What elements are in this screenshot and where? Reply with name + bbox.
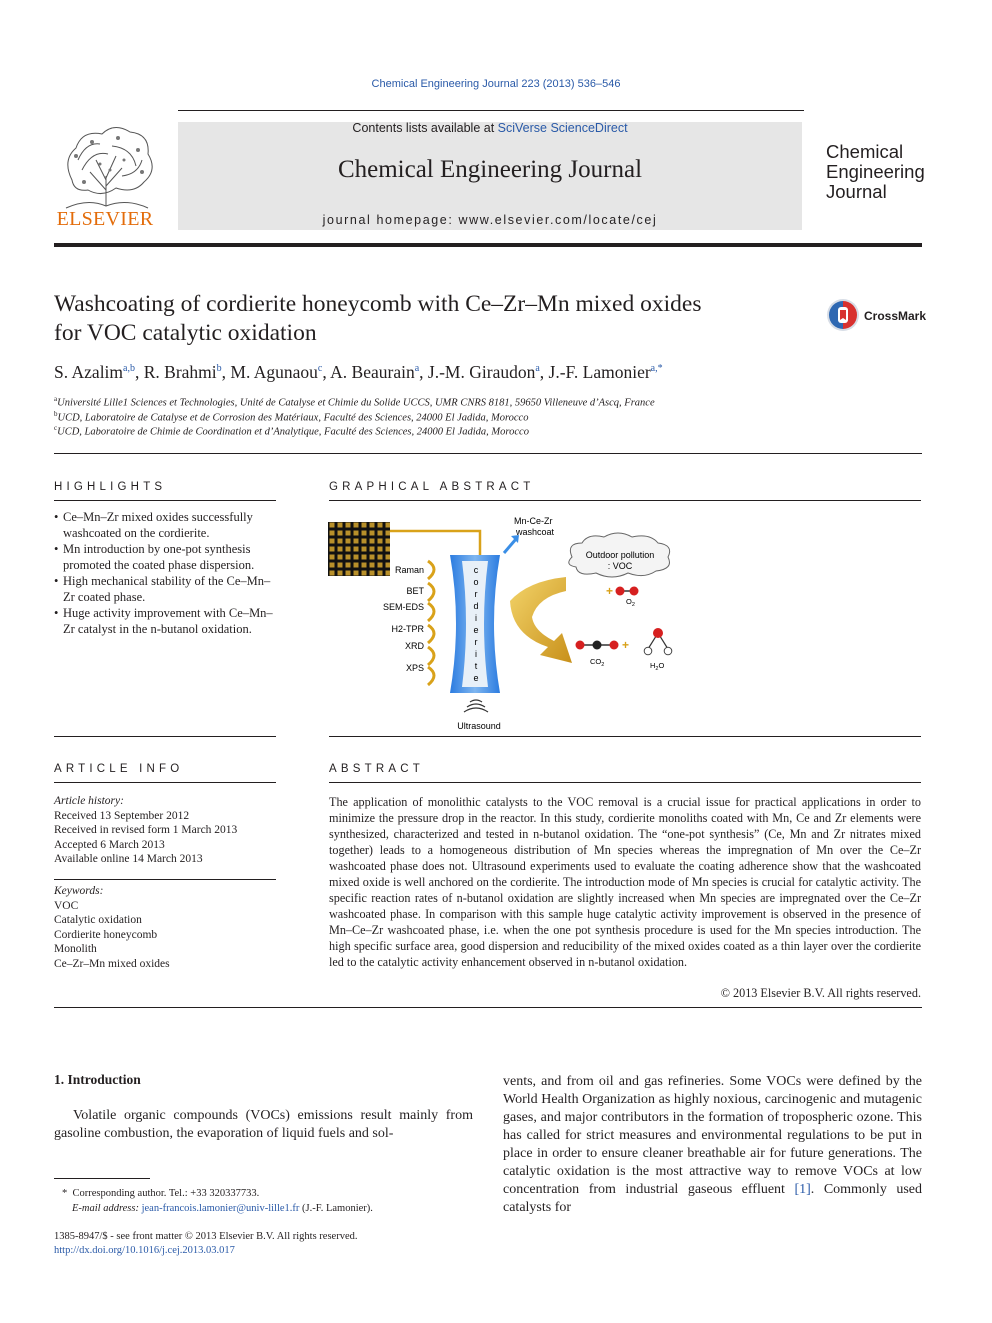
graphical-abstract-rule bbox=[329, 500, 921, 501]
ultrasound-icon bbox=[464, 700, 488, 712]
oxygen-atom-icon bbox=[576, 641, 585, 650]
keyword-item: Cordierite honeycomb bbox=[54, 928, 158, 941]
svg-text:e: e bbox=[473, 673, 479, 683]
contents-availability: Contents lists available at SciVerse ScienceDirect bbox=[352, 121, 628, 135]
o2-label: $O_2$ bbox=[626, 597, 635, 608]
keyword-item: VOC bbox=[54, 899, 79, 912]
journal-homepage: journal homepage: www.elsevier.com/locate/cej bbox=[322, 213, 658, 227]
affiliation-c: $^c$UCD, Laboratoire de Chimie de Coordination et d’Analytique, Faculté des Sciences, 24000 El Jadida, Morocco bbox=[54, 424, 529, 438]
introduction-column-1: Volatile organic compounds (VOCs) emissions result mainly from gasoline combustion, the evaporation of liquid fuels and sol- bbox=[54, 1108, 473, 1141]
svg-text:c: c bbox=[473, 565, 479, 575]
crossmark-label[interactable]: CrossMark bbox=[864, 309, 927, 323]
ultrasound-label: Ultrasound bbox=[457, 721, 501, 731]
highlights-heading: HIGHLIGHTS bbox=[54, 481, 167, 493]
doi-link[interactable]: http://dx.doi.org/10.1016/j.cej.2013.03.017 bbox=[54, 1245, 235, 1256]
technique-label: XRD bbox=[404, 641, 424, 651]
author-name: A. Beaurain bbox=[330, 362, 415, 382]
author-affiliation-mark: c bbox=[317, 363, 323, 375]
keyword-item: Catalytic oxidation bbox=[54, 914, 142, 926]
author-name: M. Agunaou bbox=[230, 362, 318, 382]
washcoat-label: Mn-Ce-Zr bbox=[514, 516, 553, 526]
article-title: Washcoating of cordierite honeycomb with Ce–Zr–Mn mixed oxides for VOC catalytic oxidation bbox=[54, 291, 702, 346]
email-link[interactable]: jean-francois.lamonier@univ-lille1.fr bbox=[141, 1203, 300, 1214]
author-name: R. Brahmi bbox=[143, 362, 217, 382]
svg-text:i: i bbox=[475, 649, 477, 659]
author-separator: , bbox=[539, 362, 549, 382]
author-name: J.-M. Giraudon bbox=[427, 362, 536, 382]
oxygen-atom-icon bbox=[630, 587, 639, 596]
introduction-heading: 1. Introduction bbox=[54, 1072, 141, 1087]
author-affiliation-mark: a bbox=[535, 363, 540, 375]
highlight-item: • Ce–Mn–Zr mixed oxides successfully washcoated on the cordierite. bbox=[54, 509, 280, 541]
technique-label: Raman bbox=[394, 565, 424, 575]
honeycomb-monolith-icon bbox=[328, 522, 390, 576]
hydrogen-atom-icon bbox=[664, 647, 672, 655]
highlight-item: • Huge activity improvement with Ce–Mn–Zr catalyst in the n-butanol oxidation. bbox=[54, 605, 280, 637]
technique-label: BET bbox=[406, 586, 424, 596]
footnote-rule bbox=[54, 1178, 150, 1179]
highlight-item: • Mn introduction by one-pot synthesis promoted the coated phase dispersion. bbox=[54, 541, 280, 573]
svg-text:e: e bbox=[473, 625, 479, 635]
author-name: S. Azalim bbox=[54, 362, 124, 382]
svg-text:t: t bbox=[474, 661, 478, 671]
reaction-arrow-icon bbox=[510, 577, 572, 663]
author-affiliation-mark: b bbox=[216, 363, 222, 375]
journal-name: Chemical Engineering Journal bbox=[337, 156, 643, 183]
introduction-column-2: vents, and from oil and gas refineries. Some VOCs were defined by the World Health Organization as highly noxious, carcinogenic and mutagenic gases, and major contributors in the formation of tropospheric ozone. This has called for strict measures and environmental regulations to be put in place in order to ensure cleaner breathable air for future generations. The catalytic oxidation is the most attractive way to remove VOCs at low concentration from industrial gaseous effluent [1]. Commonly used catalysts for bbox=[503, 1074, 922, 1215]
author-name: J.-F. Lamonier bbox=[548, 362, 651, 382]
author-separator: , bbox=[221, 362, 231, 382]
h2o-label: $H_2O$ bbox=[650, 661, 665, 672]
oxygen-atom-icon bbox=[616, 587, 625, 596]
keywords-list: Keywords: VOC Catalytic oxidation Cordierite honeycomb Monolith Ce–Zr–Mn mixed oxides bbox=[54, 884, 280, 971]
plus-sign: + bbox=[606, 584, 614, 598]
washcoat-label: washcoat bbox=[516, 527, 555, 537]
author-affiliation-mark: a,* bbox=[650, 363, 663, 375]
section-rule bbox=[329, 736, 921, 737]
affiliation-b: $^b$UCD, Laboratoire de Catalyse et de Corrosion des Matériaux, Faculté des Sciences, 24000 El Jadida, Morocco bbox=[54, 410, 529, 424]
technique-label: H2-TPR bbox=[391, 624, 424, 634]
section-rule bbox=[54, 736, 276, 737]
highlights-list bbox=[54, 509, 280, 637]
affiliation-a: $^a$Université Lille1 Sciences et Technologies, Unité de Catalyse et Chimie du Solide UCCS, UMR CNRS 8181, 59650 Villeneuve d’Ascq, France bbox=[54, 395, 655, 409]
copyright-notice: © 2013 Elsevier B.V. All rights reserved. bbox=[720, 986, 921, 1000]
svg-text:i: i bbox=[475, 613, 477, 623]
section-divider bbox=[54, 453, 922, 454]
header-rule bbox=[178, 110, 804, 111]
article-info-heading: ARTICLE INFO bbox=[54, 763, 184, 775]
author-list bbox=[54, 362, 663, 383]
abstract-end-rule bbox=[54, 1007, 922, 1008]
carbon-atom-icon bbox=[593, 641, 602, 650]
svg-text:o: o bbox=[473, 577, 479, 587]
journal-logo: Chemical Engineering Journal bbox=[826, 141, 925, 202]
svg-text:r: r bbox=[474, 589, 478, 599]
pollution-label: : VOC bbox=[607, 561, 633, 571]
keyword-item: Ce–Zr–Mn mixed oxides bbox=[54, 957, 170, 970]
washcoat-connector bbox=[390, 531, 480, 557]
plus-sign: + bbox=[622, 638, 630, 652]
highlights-rule bbox=[54, 500, 276, 501]
article-history: Article history: Received 13 September 2012 Received in revised form 1 March 2013 Accepted 6 March 2013 Available online 14 March 2013 bbox=[54, 795, 238, 865]
hydrogen-atom-icon bbox=[644, 647, 652, 655]
pollution-label: Outdoor pollution bbox=[585, 550, 655, 560]
technique-label: XPS bbox=[405, 663, 424, 673]
svg-text:d: d bbox=[473, 601, 479, 611]
footnotes: * Corresponding author. Tel.: +33 320337733. E-mail address: jean-francois.lamonier@univ-lille1.fr (J.-F. Lamonier). bbox=[62, 1188, 373, 1214]
washcoat-arrow-icon bbox=[504, 539, 516, 553]
oxygen-atom-icon bbox=[610, 641, 619, 650]
abstract-rule bbox=[329, 782, 921, 783]
issn-footer: 1385-8947/$ - see front matter © 2013 Elsevier B.V. All rights reserved. http://dx.doi.org/10.1016/j.cej.2013.03.017 bbox=[54, 1230, 474, 1258]
homepage-link[interactable]: www.elsevier.com/locate/cej bbox=[458, 213, 658, 227]
author-affiliation-mark: a bbox=[414, 363, 420, 375]
author-separator: , bbox=[322, 362, 331, 382]
oxygen-atom-icon bbox=[653, 628, 663, 638]
keywords-rule bbox=[54, 879, 276, 880]
highlight-item: • High mechanical stability of the Ce–Mn–Zr coated phase. bbox=[54, 573, 280, 605]
author-affiliation-mark: a,b bbox=[123, 363, 135, 375]
sciencedirect-link[interactable]: SciVerse ScienceDirect bbox=[497, 121, 628, 135]
abstract-text: The application of monolithic catalysts to the VOC removal is a crucial issue for practical applications in order to minimize the pressure drop in the reactor. In this study, cordierite monoliths coated with Mn, Ce and Zr elements were synthesized, characterized and tested in n-butanol oxidation. The “one-pot synthesis” (Ce, Mn and Zr nitrates mixed together) leads to a homogeneous distribution of Mn species whereas the impregnation of Mn over the Ce–Zr washcoated phase does not. Ultrasound experiments used to evaluate the coating adherence show that the washcoated mixed oxide is well anchored on the cordierite. The introduction mode of Mn species is crucial for catalytic activity. The specific reaction rates of n-butanol oxidation are slightly increased when Mn species are impregnated over the Ce–Zr washcoated phase. In comparison with this sample huge catalytic activity improvement is observed in the presence of Mn–Ce–Zr washcoated phase, i.e. when the one pot synthesis procedure is used for the Mn species introduction. The high specific surface area, good dispersion and reducibility of the mixed oxides coated as a thin layer over the cordierite led to the catalytic activity enhancement observed in n-butanol oxidation. bbox=[329, 795, 921, 969]
technique-label: SEM-EDS bbox=[382, 602, 424, 612]
masthead-rule bbox=[54, 243, 922, 247]
journal-reference-link[interactable]: Chemical Engineering Journal 223 (2013) 536–546 bbox=[371, 78, 621, 90]
crossmark-icon[interactable] bbox=[826, 298, 860, 332]
technique-arrows bbox=[428, 561, 434, 685]
author-separator: , bbox=[134, 362, 144, 382]
co2-label: $CO_2$ bbox=[590, 657, 605, 668]
graphical-abstract-figure bbox=[328, 505, 708, 737]
article-info-rule bbox=[54, 782, 276, 783]
elsevier-wordmark: ELSEVIER bbox=[56, 208, 154, 230]
svg-text:r: r bbox=[474, 637, 478, 647]
author-separator: , bbox=[419, 362, 428, 382]
abstract-heading: ABSTRACT bbox=[329, 763, 424, 775]
keyword-item: Monolith bbox=[54, 943, 97, 955]
graphical-abstract-heading: GRAPHICAL ABSTRACT bbox=[329, 481, 535, 493]
reference-link[interactable]: [1] bbox=[794, 1182, 811, 1197]
